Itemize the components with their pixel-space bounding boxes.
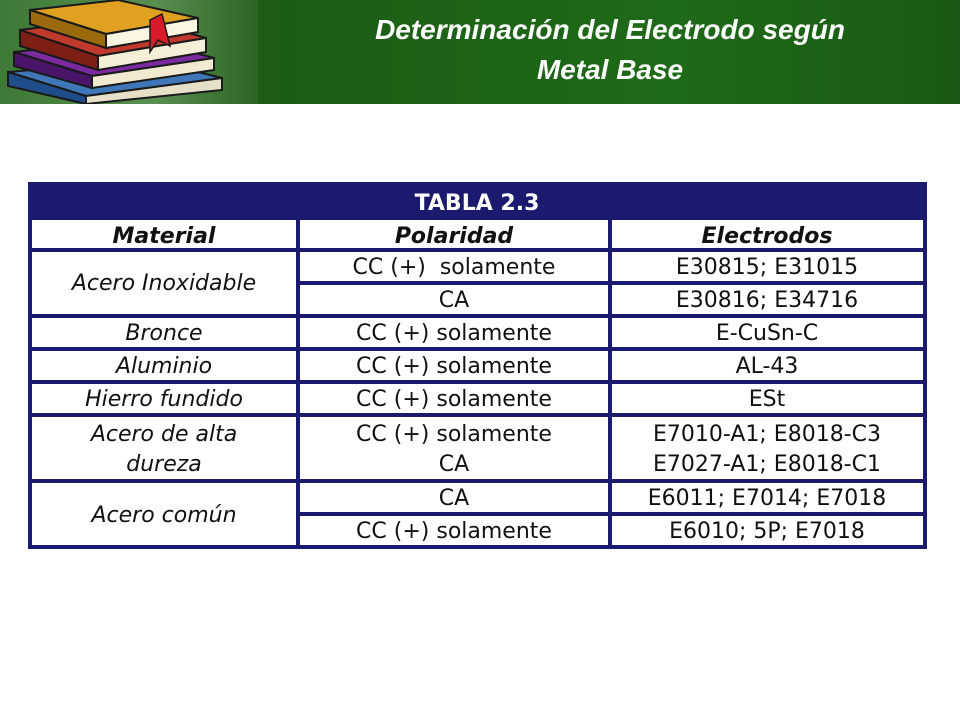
electrodos-cell: E-CuSn-C bbox=[715, 321, 819, 346]
electrodos-cell: E7027-A1; E8018-C1 bbox=[653, 452, 881, 477]
material-cell: Hierro fundido bbox=[85, 387, 243, 412]
page-title-line-1: Determinación del Electrodo según bbox=[375, 14, 845, 45]
polaridad-cell: CA bbox=[438, 288, 470, 313]
page-title bbox=[275, 10, 945, 96]
polaridad-cell: CC (+) solamente bbox=[356, 422, 552, 447]
polaridad-cell: CC (+) solamente bbox=[352, 255, 556, 280]
material-cell: Acero de alta bbox=[90, 422, 238, 447]
polaridad-cell: CC (+) solamente bbox=[356, 387, 552, 412]
header-banner bbox=[0, 0, 960, 104]
material-cell: Aluminio bbox=[115, 354, 213, 379]
electrodos-cell: E30816; E34716 bbox=[675, 288, 859, 313]
electrodos-cell: E30815; E31015 bbox=[675, 255, 859, 280]
column-header-electrodos: Electrodos bbox=[701, 224, 833, 249]
column-header-polaridad: Polaridad bbox=[394, 224, 514, 249]
electrodos-cell: E6010; 5P; E7018 bbox=[669, 519, 865, 544]
polaridad-cell: CA bbox=[438, 452, 470, 477]
polaridad-cell: CC (+) solamente bbox=[356, 354, 552, 379]
polaridad-cell: CC (+) solamente bbox=[356, 519, 552, 544]
page-title-line-2: Metal Base bbox=[536, 54, 684, 85]
material-cell: dureza bbox=[126, 452, 202, 477]
book-stack-icon bbox=[0, 0, 258, 104]
material-cell: Acero común bbox=[91, 503, 237, 528]
electrode-table bbox=[28, 182, 927, 549]
column-header-material: Material bbox=[112, 224, 216, 249]
electrodos-cell: AL-43 bbox=[735, 354, 799, 379]
material-cell: Bronce bbox=[125, 321, 203, 346]
polaridad-cell: CA bbox=[438, 486, 470, 511]
electrodos-cell: E6011; E7014; E7018 bbox=[647, 486, 887, 511]
material-cell: Acero Inoxidable bbox=[71, 271, 257, 296]
table-caption: TABLA 2.3 bbox=[414, 191, 540, 216]
polaridad-cell: CC (+) solamente bbox=[356, 321, 552, 346]
electrodos-cell: ESt bbox=[748, 387, 786, 412]
electrodos-cell: E7010-A1; E8018-C3 bbox=[653, 422, 881, 447]
